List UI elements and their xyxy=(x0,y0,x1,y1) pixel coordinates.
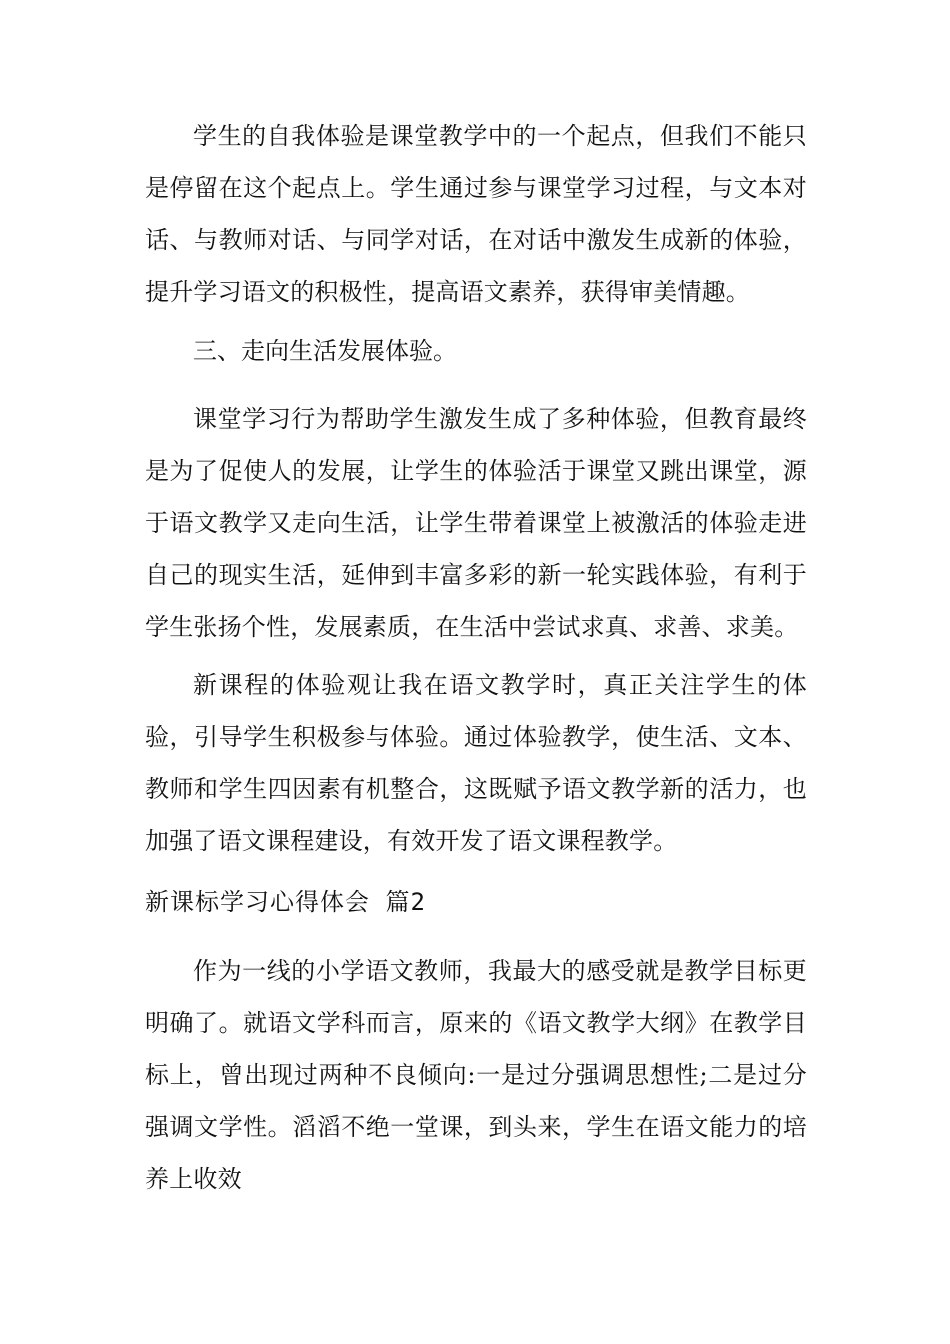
heading-life-experience: 三、走向生活发展体验。 xyxy=(193,337,457,365)
section-title-part-2: 新课标学习心得体会 篇2 xyxy=(145,888,426,916)
paragraph-classroom-to-life: 课堂学习行为帮助学生激发生成了多种体验，但教育最终是为了促使人的发展，让学生的体验活于课堂又跳出课堂，源于语文教学又走向生活，让学生带着课堂上被激活的体验走进自己的现实生活，延伸到丰富多彩的新一轮实践体验，有利于学生张扬个性，发展素质，在生活中尝试求真、求善、求美。 xyxy=(145,405,807,641)
paragraph-new-curriculum: 新课程的体验观让我在语文教学时，真正关注学生的体验，引导学生积极参与体验。通过体验教学，使生活、文本、教师和学生四因素有机整合，这既赋予语文教学新的活力，也加强了语文课程建设，有效开发了语文课程教学。 xyxy=(145,671,807,855)
paragraph-self-experience: 学生的自我体验是课堂教学中的一个起点，但我们不能只是停留在这个起点上。学生通过参与课堂学习过程，与文本对话、与教师对话、与同学对话，在对话中激发生成新的体验，提升学习语文的积极性，提高语文素养，获得审美情趣。 xyxy=(145,122,807,306)
paragraph-teaching-goals: 作为一线的小学语文教师，我最大的感受就是教学目标更明确了。就语文学科而言，原来的《语文教学大纲》在教学目标上，曾出现过两种不良倾向:一是过分强调思想性;二是过分强调文学性。滔滔不绝一堂课，到头来，学生在语文能力的培养上收效 xyxy=(145,957,807,1193)
